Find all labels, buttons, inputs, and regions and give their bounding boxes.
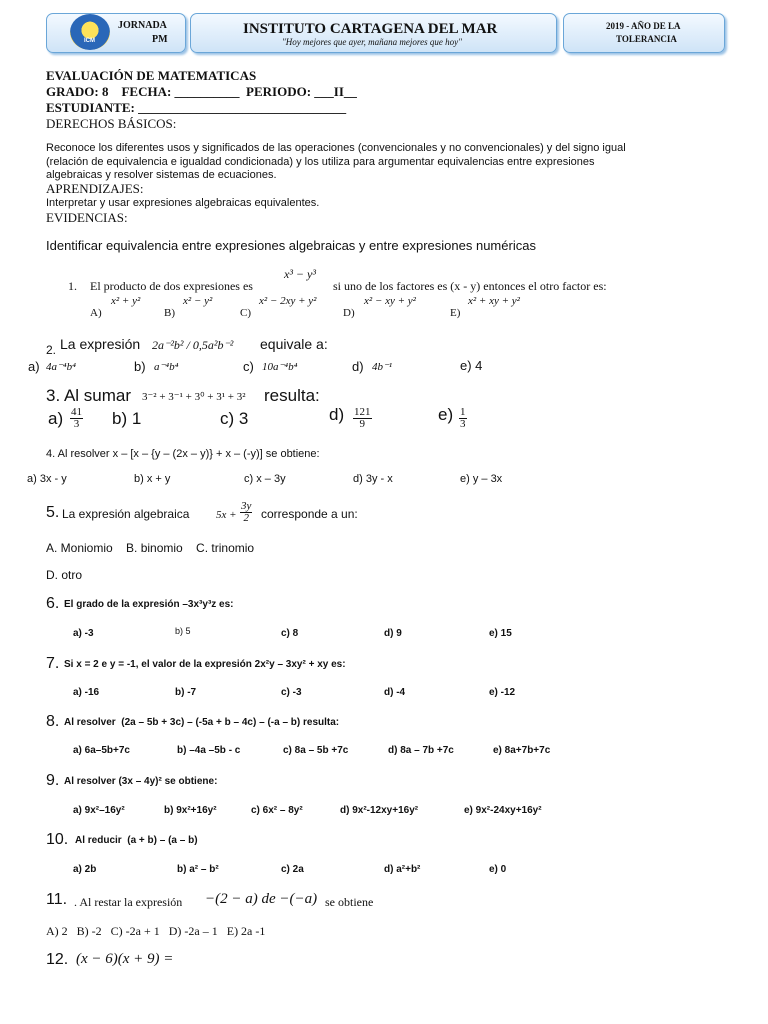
q9-option-e: e) 9x²-24xy+16y² <box>464 805 542 816</box>
pm-label: PM <box>152 34 168 45</box>
q4-option-e: e) y – 3x <box>460 473 503 485</box>
q5-expression: 5x + <box>216 509 237 521</box>
q5-options-line: A. Moniomio B. binomio C. trinomio <box>46 541 255 555</box>
q3-text-b: resulta: <box>264 386 320 405</box>
q5-frac-num: 3y <box>241 500 252 512</box>
q3-frac-d-den: 9 <box>359 418 365 430</box>
aprendizajes-label: APRENDIZAJES: <box>46 181 144 196</box>
q8-text: Al resolver (2a – 5b + 3c) – (-5a + b – 4c) – (-a – b) resulta: <box>64 717 340 728</box>
q9-option-b: b) 9x²+16y² <box>164 805 217 816</box>
q6-option-b: b) 5 <box>175 626 191 636</box>
q6-number: 6. <box>46 595 60 612</box>
q6-option-e: e) 15 <box>489 628 512 639</box>
derechos-text-1: Reconoce los diferentes usos y significados de las operaciones (convencionales y no convencionales) y del signo igual <box>46 142 626 154</box>
q7-option-e: e) -12 <box>489 687 516 698</box>
q8-option-c: c) 8a – 5b +7c <box>283 745 349 756</box>
q5-number: 5. <box>46 504 60 521</box>
q3-frac-a-num: 41 <box>71 406 82 418</box>
q3-option-e-fraction <box>459 407 467 430</box>
q4-option-d: d) 3y - x <box>353 473 393 485</box>
q1-option-d-label: D) <box>343 307 355 319</box>
q5-frac-den: 2 <box>243 512 249 524</box>
q7-option-c: c) -3 <box>281 687 302 698</box>
q11-options-line: A) 2 B) -2 C) -2a + 1 D) -2a – 1 E) 2a -1 <box>46 924 266 938</box>
derechos-text-2: (relación de equivalencia e igualdad condicionada) y los utiliza para argumentar equivalencias entre expresiones <box>46 156 595 168</box>
header-year-box <box>563 13 725 53</box>
q6-option-d: d) 9 <box>384 628 402 639</box>
q3-frac-e-num: 1 <box>460 406 466 418</box>
q10-number: 10. <box>46 831 69 848</box>
q7-option-a: a) -16 <box>73 687 100 698</box>
q12-number: 12. <box>46 951 69 968</box>
q3-frac-d-num: 121 <box>354 406 371 418</box>
exam-title: EVALUACIÓN DE MATEMATICAS <box>46 68 257 83</box>
header-jornada-box <box>46 13 186 53</box>
q10-option-d: d) a²+b² <box>384 864 421 875</box>
q2-expression: 2a⁻²b² / 0,5a²b⁻² <box>152 338 234 352</box>
q4-option-a: a) 3x - y <box>27 473 67 485</box>
q5-option-d: D. otro <box>46 568 83 582</box>
q2-option-e: e) 4 <box>460 358 483 373</box>
q4-text: 4. Al resolver x – [x – {y – (2x – y)} + x – (-y)] se obtiene: <box>46 448 320 460</box>
q9-option-a: a) 9x²–16y² <box>73 805 125 816</box>
institute-title: INSTITUTO CARTAGENA DEL MAR <box>243 21 498 37</box>
q2-option-a-label: a) <box>28 359 40 374</box>
q3-option-b: b) 1 <box>112 409 142 428</box>
q1-text-a: El producto de dos expresiones es <box>90 279 253 293</box>
q9-option-c: c) 6x² – 8y² <box>251 805 303 816</box>
q10-option-c: c) 2a <box>281 864 304 875</box>
q1-option-c: x² − 2xy + y² <box>259 295 317 307</box>
q11-expression: −(2 − a) de −(−a) <box>205 891 318 907</box>
q12-expression: (x − 6)(x + 9) = <box>76 951 174 967</box>
q2-option-a: 4a⁻⁴b⁴ <box>46 361 76 373</box>
q1-option-e: x² + xy + y² <box>468 295 520 307</box>
q3-frac-e-den: 3 <box>460 418 466 430</box>
school-logo <box>70 14 110 50</box>
q1-option-b-label: B) <box>164 307 175 319</box>
q1-option-b: x² − y² <box>183 295 213 307</box>
q8-option-b: b) –4a –5b - c <box>177 745 241 756</box>
q5-text-a: La expresión algebraica <box>62 507 190 521</box>
q1-option-a: x² + y² <box>111 295 141 307</box>
q2-option-b-label: b) <box>134 359 146 374</box>
q2-text-b: equivale a: <box>260 336 328 352</box>
q8-number: 8. <box>46 713 60 730</box>
q1-expression: x³ − y³ <box>284 267 316 281</box>
q3-option-a-label: a) <box>48 409 64 428</box>
q3-option-e-label: e) <box>438 405 454 424</box>
q1-option-e-label: E) <box>450 307 461 319</box>
q10-text: Al reducir (a + b) – (a – b) <box>75 835 198 846</box>
q3-expression: 3⁻² + 3⁻¹ + 3⁰ + 3¹ + 3² <box>142 391 246 403</box>
q3-option-c: c) 3 <box>220 409 249 428</box>
q6-option-a: a) -3 <box>73 628 94 639</box>
derechos-text-3: algebraicas y resolver sistemas de ecuaciones. <box>46 169 277 181</box>
q6-option-c: c) 8 <box>281 628 299 639</box>
q4-option-b: b) x + y <box>134 473 171 485</box>
q8-option-a: a) 6a–5b+7c <box>73 745 130 756</box>
q1-number: 1. <box>68 279 77 293</box>
q7-text: Si x = 2 e y = -1, el valor de la expresión 2x²y – 3xy² + xy es: <box>64 659 346 670</box>
q7-option-d: d) -4 <box>384 687 406 698</box>
q1-option-d: x² − xy + y² <box>364 295 416 307</box>
q3-option-d-fraction <box>353 407 372 430</box>
jornada-label: JORNADA <box>118 20 167 31</box>
q11-text-b: se obtiene <box>325 895 374 909</box>
q3-frac-a-den: 3 <box>73 418 80 430</box>
grade-line: GRADO: 8 FECHA: __________ PERIODO: ___II__ <box>46 84 357 99</box>
q3-text-a: 3. Al sumar <box>46 386 132 405</box>
q3-option-a-fraction <box>70 407 83 430</box>
q5-text-b: corresponde a un: <box>261 507 358 521</box>
q2-option-c: 10a⁻⁴b⁴ <box>262 361 298 373</box>
evidencias-text: Identificar equivalencia entre expresiones algebraicas y entre expresiones numéricas <box>46 238 536 253</box>
year-line-1: 2019 - AÑO DE LA <box>606 21 681 31</box>
q11-number: 11. <box>46 891 68 908</box>
q3-option-d-label: d) <box>329 405 345 424</box>
q2-option-b: a⁻⁴b⁴ <box>154 361 179 373</box>
q8-option-e: e) 8a+7b+7c <box>493 745 551 756</box>
q11-text-a: . Al restar la expresión <box>74 895 183 909</box>
q9-number: 9. <box>46 772 60 789</box>
q2-option-d-label: d) <box>352 359 364 374</box>
q1-option-c-label: C) <box>240 307 251 319</box>
q10-option-e: e) 0 <box>489 864 507 875</box>
q8-option-d: d) 8a – 7b +7c <box>388 745 454 756</box>
q2-number: 2. <box>46 343 57 357</box>
q5-fraction <box>240 501 252 524</box>
evidencias-label: EVIDENCIAS: <box>46 210 128 225</box>
q2-option-c-label: c) <box>243 359 254 374</box>
q2-option-d: 4b⁻¹ <box>372 361 393 373</box>
q6-text: El grado de la expresión –3x³y³z es: <box>64 599 234 610</box>
q2-text-a: La expresión <box>60 336 141 352</box>
logo-text: ICM <box>84 38 95 44</box>
aprendizajes-text: Interpretar y usar expresiones algebraicas equivalentes. <box>46 197 320 209</box>
derechos-label: DERECHOS BÁSICOS: <box>46 116 177 131</box>
q1-text-b: si uno de los factores es (x - y) entonces el otro factor es: <box>333 279 607 293</box>
q7-number: 7. <box>46 655 60 672</box>
q9-text: Al resolver (3x – 4y)² se obtiene: <box>64 776 218 787</box>
year-line-2: TOLERANCIA <box>616 34 677 44</box>
institute-motto: "Hoy mejores que ayer, mañana mejores que hoy" <box>282 37 462 47</box>
q10-option-b: b) a² – b² <box>177 864 219 875</box>
student-line: ESTUDIANTE: ________________________________ <box>46 100 347 115</box>
q7-option-b: b) -7 <box>175 687 197 698</box>
q9-option-d: d) 9x²-12xy+16y² <box>340 805 419 816</box>
q10-option-a: a) 2b <box>73 864 97 875</box>
q1-option-a-label: A) <box>90 307 102 319</box>
q4-option-c: c) x – 3y <box>244 473 286 485</box>
